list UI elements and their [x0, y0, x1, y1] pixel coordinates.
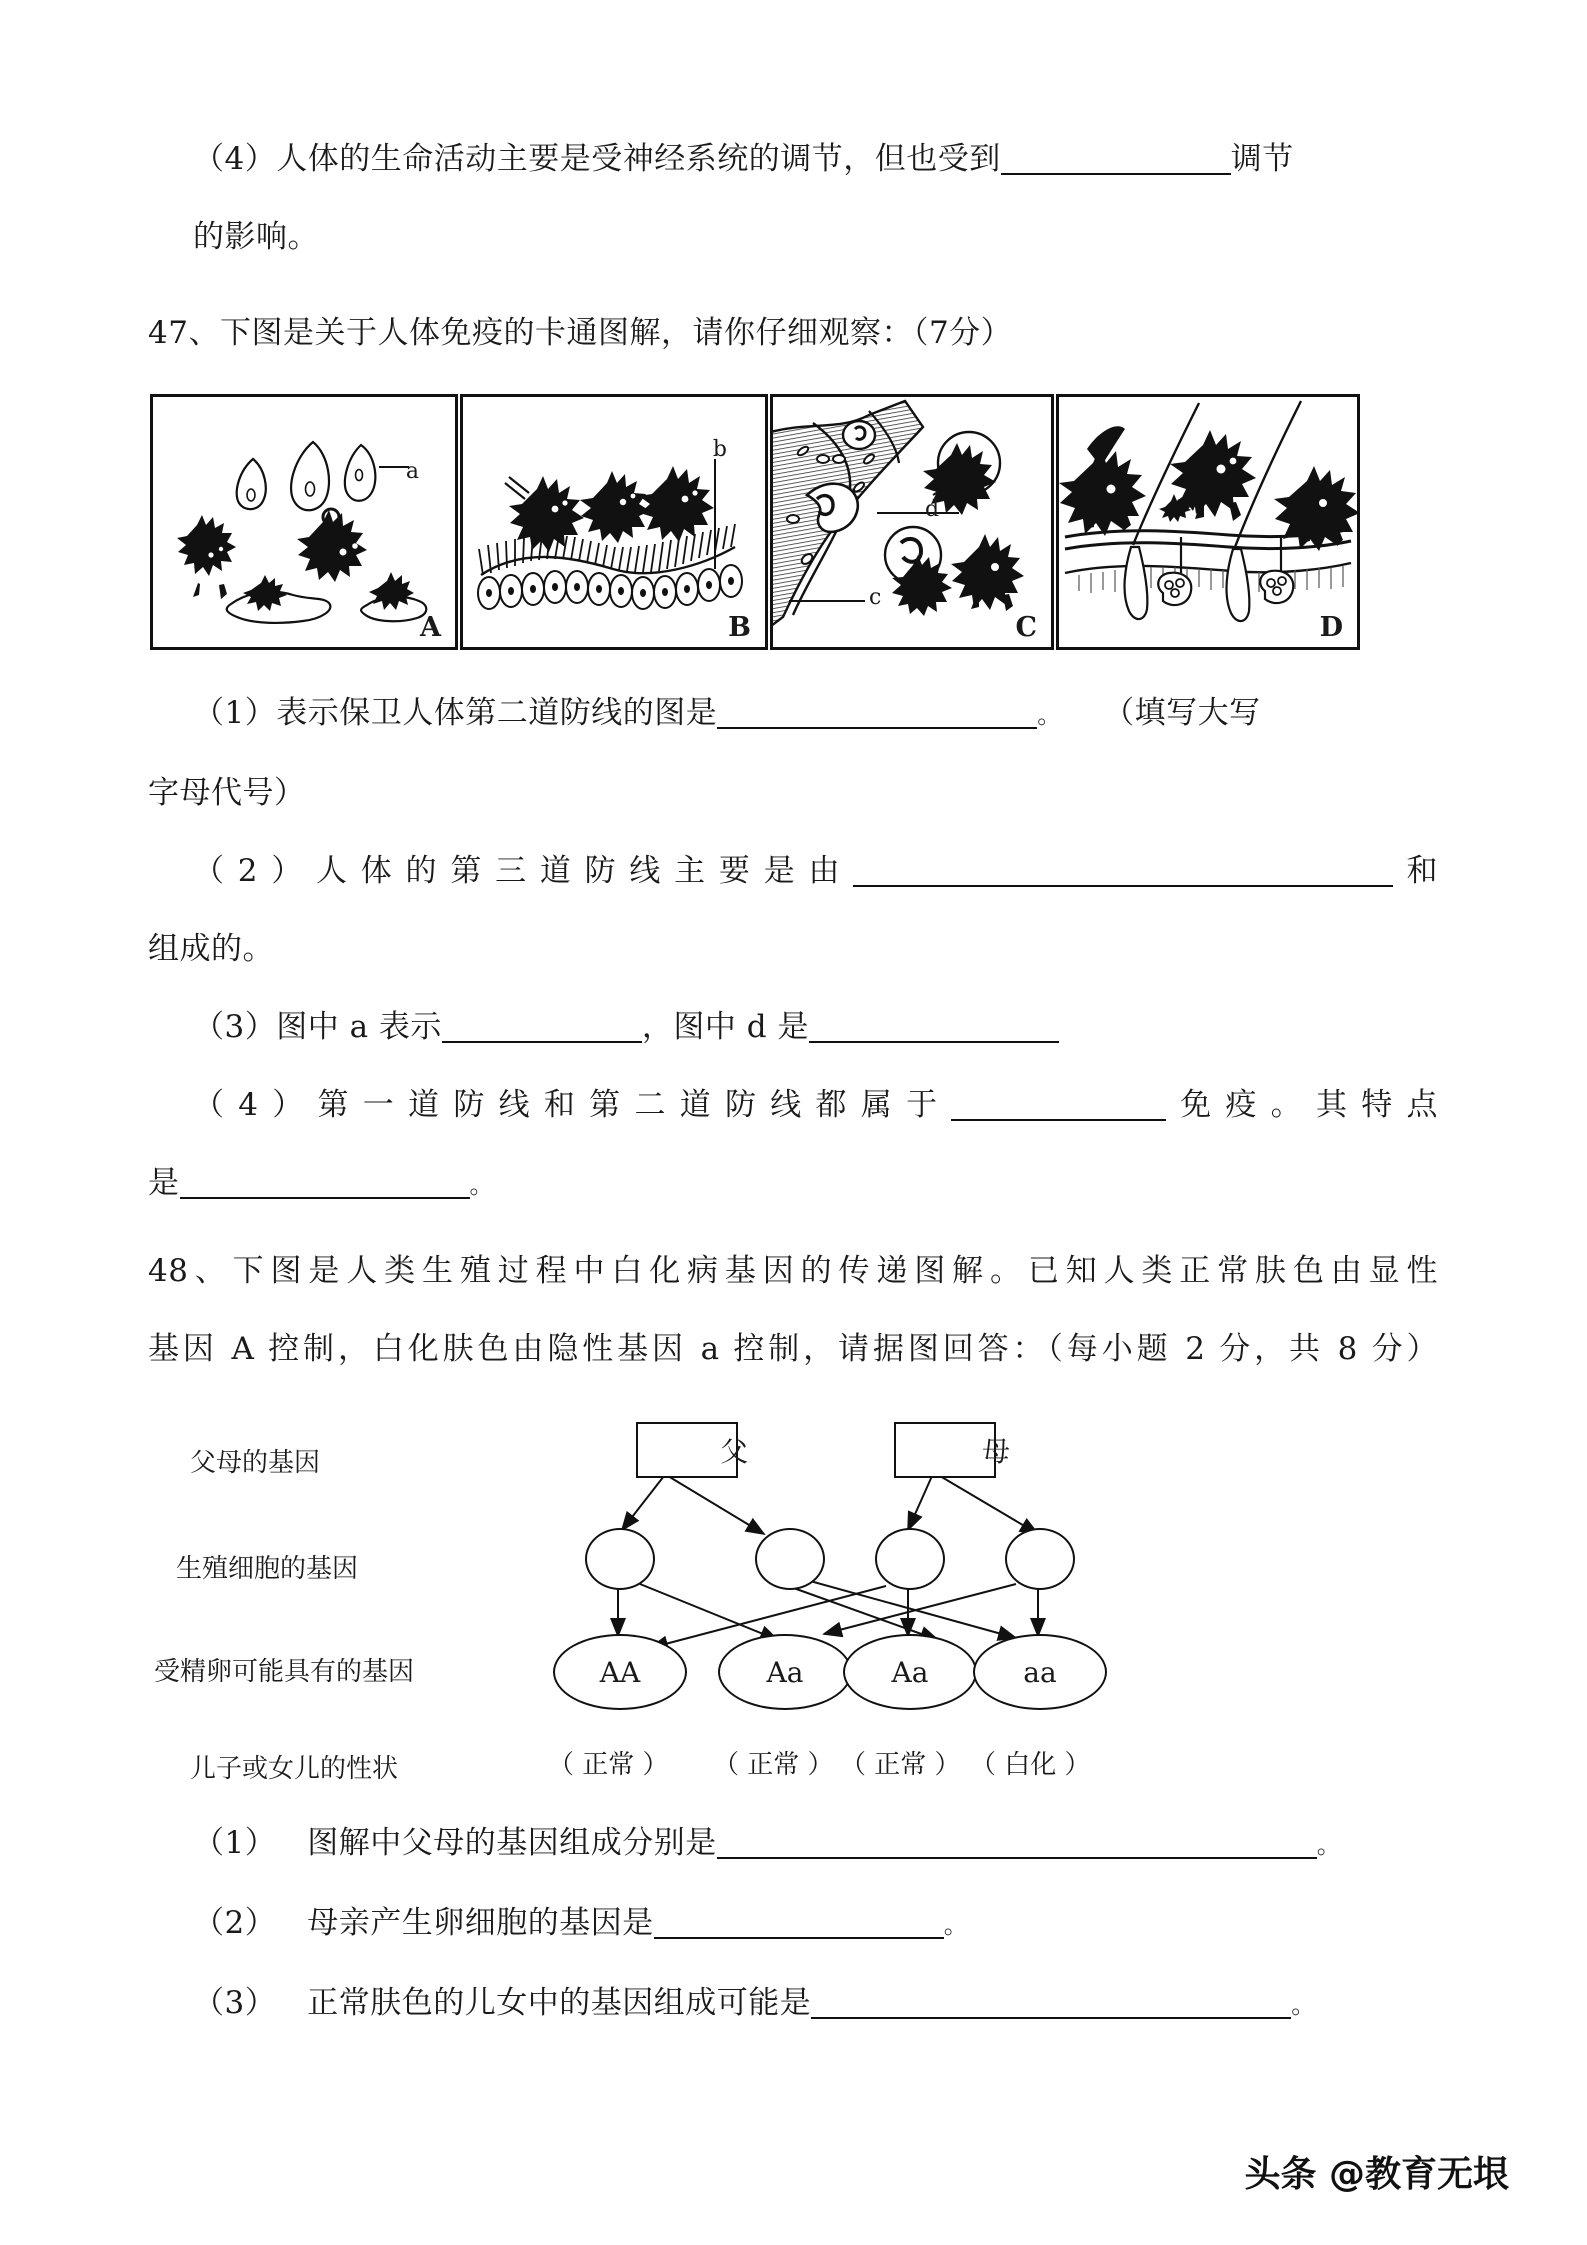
- q47-item1-note: （填写大写: [1103, 695, 1261, 731]
- q48-item2-period: 。: [943, 1911, 969, 1939]
- zygote-circle-2: [718, 1634, 852, 1710]
- trait-label-4: （ 白化 ）: [970, 1750, 1091, 1780]
- q47-item3-mid: ，图中 d 是: [641, 1009, 809, 1045]
- q46-item4-text: （4）人体的生命活动主要是受神经系统的调节，但也受到: [193, 141, 1001, 177]
- q47-item3-label: （3）图中 a 表示: [193, 1009, 442, 1045]
- panel-b-callout-b: b: [712, 437, 727, 462]
- q47-item2-tail: 和: [1393, 853, 1439, 889]
- answer-blank[interactable]: [717, 705, 1037, 729]
- panel-c-callout-c: c: [869, 585, 882, 610]
- q47-figure: [150, 394, 1350, 652]
- q47-item2-cont: 组成的。: [148, 931, 274, 967]
- panel-c-callout-d: d: [925, 497, 940, 522]
- q47-item3: [148, 988, 1438, 1066]
- q47-item4-tail: 免疫。其特点: [1166, 1087, 1438, 1123]
- trait-label-3: （ 正常 ）: [840, 1750, 961, 1780]
- q47-item1-cont: 字母代号）: [148, 775, 306, 811]
- gamete-circle-1[interactable]: [585, 1528, 655, 1590]
- q48-item1-period: 。: [1316, 1831, 1342, 1859]
- parent-father-label: 父: [720, 1435, 749, 1468]
- figure-panel-b: [460, 394, 768, 650]
- panel-c-letter: C: [1015, 612, 1037, 643]
- q48-item1-label: 图解中父母的基因组成分别是: [307, 1825, 717, 1861]
- diagram-row-label-traits: 儿子或女儿的性状: [190, 1754, 399, 1784]
- q47-item2-line2: [148, 910, 1438, 988]
- answer-blank[interactable]: [809, 1019, 1059, 1043]
- q46-item4-tail: 调节: [1230, 141, 1294, 177]
- panel-d-letter: D: [1319, 612, 1343, 643]
- q48-diagram: [148, 1408, 1398, 1798]
- gamete-circle-3[interactable]: [875, 1528, 945, 1590]
- q48-item2-label: 母亲产生卵细胞的基因是: [307, 1905, 654, 1941]
- diagram-arrows: [148, 1408, 1398, 1798]
- panel-a-letter: A: [420, 612, 441, 643]
- figure-panel-c: [770, 394, 1054, 650]
- gamete-circle-4[interactable]: [1005, 1528, 1075, 1590]
- answer-blank[interactable]: [951, 1097, 1166, 1121]
- panel-d-drawing: [1059, 397, 1357, 647]
- q47-item4-line2: [148, 1144, 1438, 1224]
- q48-item2-num: （2）: [193, 1905, 277, 1941]
- zygote-genotype-2: Aa: [766, 1655, 804, 1689]
- panel-b-letter: B: [728, 612, 751, 643]
- gamete-circle-2[interactable]: [755, 1528, 825, 1590]
- panel-a-callout-a: a: [405, 459, 419, 484]
- zygote-genotype-4: aa: [1023, 1655, 1057, 1689]
- q48-item2: [148, 1884, 1438, 1964]
- q47-item1-label: （1）表示保卫人体第二道防线的图是: [193, 695, 718, 731]
- answer-blank[interactable]: [853, 863, 1393, 887]
- answer-blank[interactable]: [654, 1915, 944, 1939]
- q47-item4-line1: [148, 1066, 1438, 1144]
- panel-a-drawing: [153, 397, 455, 647]
- q46-item4-line1: [148, 120, 1438, 198]
- q47-item4-cont-suffix: 。: [469, 1171, 494, 1199]
- q48-item3-num: （3）: [193, 1985, 277, 2021]
- zygote-genotype-1: AA: [599, 1655, 641, 1689]
- zygote-circle-4: [973, 1634, 1107, 1710]
- trait-label-1: （ 正常 ）: [548, 1750, 669, 1780]
- q46-item4-line2: [148, 198, 1438, 276]
- q47-item4-label: （4）第一道防线和第二道防线都属于: [193, 1087, 952, 1123]
- q48-item1-num: （1）: [193, 1825, 277, 1861]
- parent-mother-label: 母: [982, 1435, 1011, 1468]
- diagram-row-label-gametes: 生殖细胞的基因: [176, 1554, 359, 1584]
- q47-item1-period: 。: [1037, 701, 1062, 729]
- zygote-genotype-3: Aa: [891, 1655, 929, 1689]
- q48-stem-line1: [148, 1232, 1438, 1310]
- zygote-circle-3: [843, 1634, 977, 1710]
- q47-item2-line1: [148, 832, 1438, 910]
- panel-b-drawing: [463, 397, 765, 647]
- q48-item3: [148, 1964, 1438, 2044]
- figure-panel-d: [1056, 394, 1360, 650]
- q47-item1-line2: [148, 754, 1438, 832]
- q48-stem-text1: 48、下图是人类生殖过程中白化病基因的传递图解。已知人类正常肤色由显性: [148, 1253, 1438, 1289]
- answer-blank[interactable]: [811, 1995, 1291, 2019]
- diagram-row-label-zygotes: 受精卵可能具有的基因: [154, 1657, 415, 1687]
- q47-item4-cont-prefix: 是: [148, 1165, 180, 1201]
- panel-c-drawing: [773, 397, 1051, 647]
- q47-stem: [148, 294, 1438, 372]
- q48-item1: [148, 1804, 1438, 1884]
- parent-mother-genotype-box[interactable]: [894, 1422, 996, 1478]
- q48-stem-line2: [148, 1310, 1438, 1388]
- q48-item3-label: 正常肤色的儿女中的基因组成可能是: [307, 1985, 812, 2021]
- diagram-row-label-parents: 父母的基因: [190, 1448, 321, 1478]
- q48-stem-text2: 基因 A 控制，白化肤色由隐性基因 a 控制，请据图回答：（每小题 2 分，共 8 分）: [148, 1331, 1438, 1367]
- answer-blank[interactable]: [180, 1175, 470, 1199]
- trait-label-2: （ 正常 ）: [713, 1750, 834, 1780]
- page-content: [148, 120, 1438, 2044]
- figure-panel-a: [150, 394, 458, 650]
- q46-item4-cont: 的影响。: [193, 219, 319, 255]
- q47-item1-line1: [148, 674, 1438, 754]
- answer-blank[interactable]: [717, 1835, 1317, 1859]
- answer-blank[interactable]: [442, 1019, 642, 1043]
- zygote-circle-1: [553, 1634, 687, 1710]
- answer-blank[interactable]: [1001, 151, 1231, 175]
- q47-item2-label: （2）人体的第三道防线主要是由: [193, 853, 854, 889]
- q48-item3-period: 。: [1291, 1991, 1316, 2019]
- q47-stem-text: 47、下图是关于人体免疫的卡通图解，请你仔细观察：（7分）: [148, 315, 1013, 351]
- watermark: 头条 @教育无垠: [1244, 2154, 1509, 2195]
